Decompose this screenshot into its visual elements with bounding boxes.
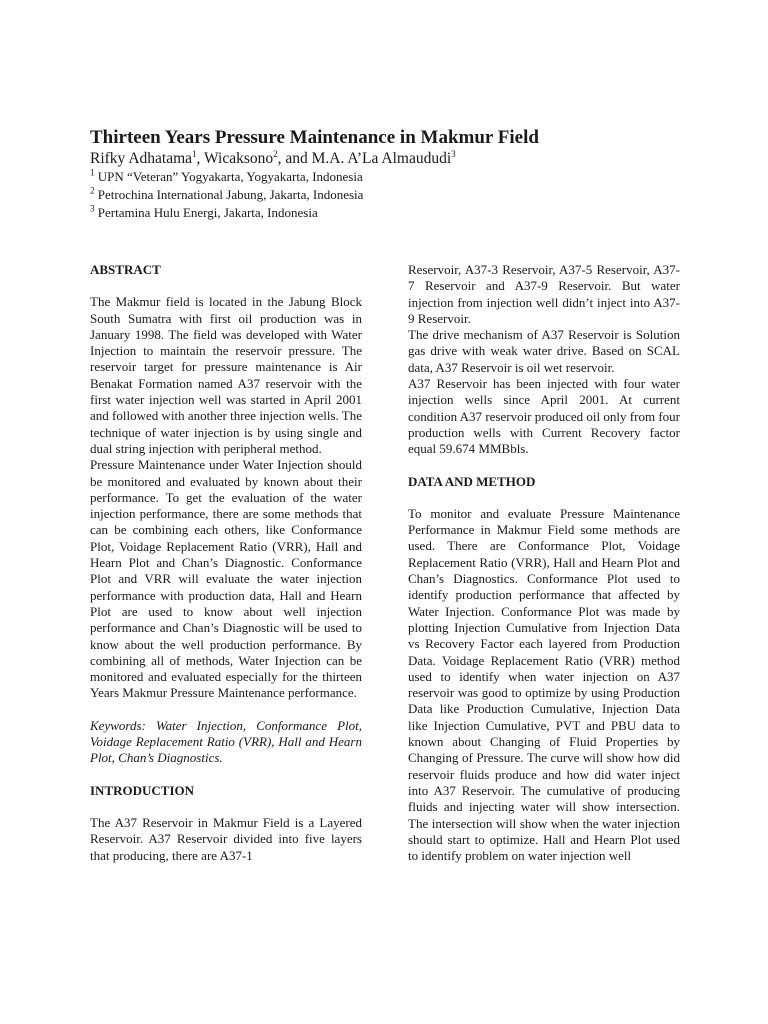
introduction-paragraph: A37 Reservoir has been injected with four water injection wells since April 2001. At current condition A37 reservoir produced oil only from four production wells with Current Recovery factor equal 59.674 MMBbls.	[408, 376, 680, 457]
paper-title: Thirteen Years Pressure Maintenance in Makmur Field	[90, 127, 539, 148]
introduction-heading: INTRODUCTION	[90, 782, 195, 798]
data-method-paragraph: To monitor and evaluate Pressure Maintenance Performance in Makmur Field some methods are used. There are Conformance Plot, Voidage Replacement Ratio (VRR), Hall and Hearn Plot and Chan’s Diagnostics. Conformance Plot used to identify production performance that affected by Water Injection. Conformance Plot was made by plotting Injection Cumulative from Injection Data vs Recovery Factor each layered from Production Data. Voidage Replacement Ratio (VRR) method used to identify when water injection on A37 reservoir was good to optimize by using Production Data like Production Cumulative, Injection Data like Injection Cumulative, PVT and PBU data to known about Changing of Fluid Properties by Changing of Pressure. The curve will show how did reservoir fluids produce and how did water inject into A37 Reservoir. The cumulative of producing fluids and injecting water will show intersection. The intersection will show when the water injection should start to optimize. Hall and Hearn Plot used to identify problem on water injection well	[408, 505, 680, 864]
author-separator: ,	[196, 150, 205, 167]
abstract-heading: ABSTRACT	[90, 262, 161, 277]
data-method-heading: DATA AND METHOD	[408, 473, 536, 489]
author-affiliation-mark: 3	[451, 148, 456, 159]
introduction-paragraph: The A37 Reservoir in Makmur Field is a Layered Reservoir. A37 Reservoir divided into five layers that producing, there are A37-1	[90, 814, 362, 863]
affiliation-number: 1	[90, 167, 95, 178]
affiliation-text: Pertamina Hulu Energi, Jakarta, Indonesia	[97, 205, 318, 220]
abstract-paragraph: The Makmur field is located in the Jabung Block South Sumatra with first oil production was in January 1998. The field was developed with Water Injection to maintain the reservoir pressure. The reservoir target for pressure maintenance is Air Benakat Formation named A37 reservoir with the first water injection well was started in April 2001 and followed with another three injection wells. The technique of water injection is by using single and dual string injection with peripheral method.	[90, 294, 362, 456]
left-column	[90, 262, 362, 880]
affiliation	[90, 186, 710, 204]
right-column	[408, 262, 680, 880]
author-name: M.A. A’La Almaududi	[311, 150, 452, 167]
affiliation	[90, 168, 710, 186]
introduction-paragraph-continued: Reservoir, A37-3 Reservoir, A37-5 Reservoir, A37-7 Reservoir and A37-9 Reservoir. But water injection from injection well didn’t inject into A37-9 Reservoir.	[408, 262, 680, 326]
author-affiliation-mark: 2	[273, 148, 278, 159]
affiliation	[90, 204, 710, 222]
introduction-paragraph: The drive mechanism of A37 Reservoir is Solution gas drive with weak water drive. Based on SCAL data, A37 Reservoir is oil wet reservoir.	[408, 327, 680, 375]
affiliation-text: UPN “Veteran” Yogyakarta, Yogyakarta, Indonesia	[97, 169, 363, 184]
abstract-paragraph: Pressure Maintenance under Water Injection should be monitored and evaluated by known about their performance. To get the evaluation of the water injection performance, there are some methods that can be combining each others, like Conformance Plot, Voidage Replacement Ratio (VRR), Hall and Hearn Plot and Chan’s Diagnostic. Conformance Plot and VRR will evaluate the water injection performance with production data, Hall and Hearn Plot are used to know about well injection performance and Chan’s Diagnostic will be used to know about the well production performance. By combining all of methods, Water Injection can be monitored and evaluated especially for the thirteen Years Makmur Pressure Maintenance performance.	[90, 457, 362, 701]
affiliation-number: 3	[90, 203, 95, 214]
affiliation-text: Petrochina International Jabung, Jakarta, Indonesia	[97, 187, 364, 202]
keywords: Keywords: Water Injection, Conformance Plot, Voidage Replacement Ratio (VRR), Hall and Hearn Plot, Chan’s Diagnostics.	[90, 717, 362, 766]
author-name: Wicaksono	[204, 150, 274, 167]
author-line	[90, 149, 710, 168]
author-name: Rifky Adhatama	[90, 150, 193, 167]
author-affiliation-mark: 1	[192, 148, 197, 159]
affiliation-number: 2	[90, 185, 95, 196]
author-separator: , and	[277, 150, 312, 167]
paper-header	[90, 127, 710, 222]
